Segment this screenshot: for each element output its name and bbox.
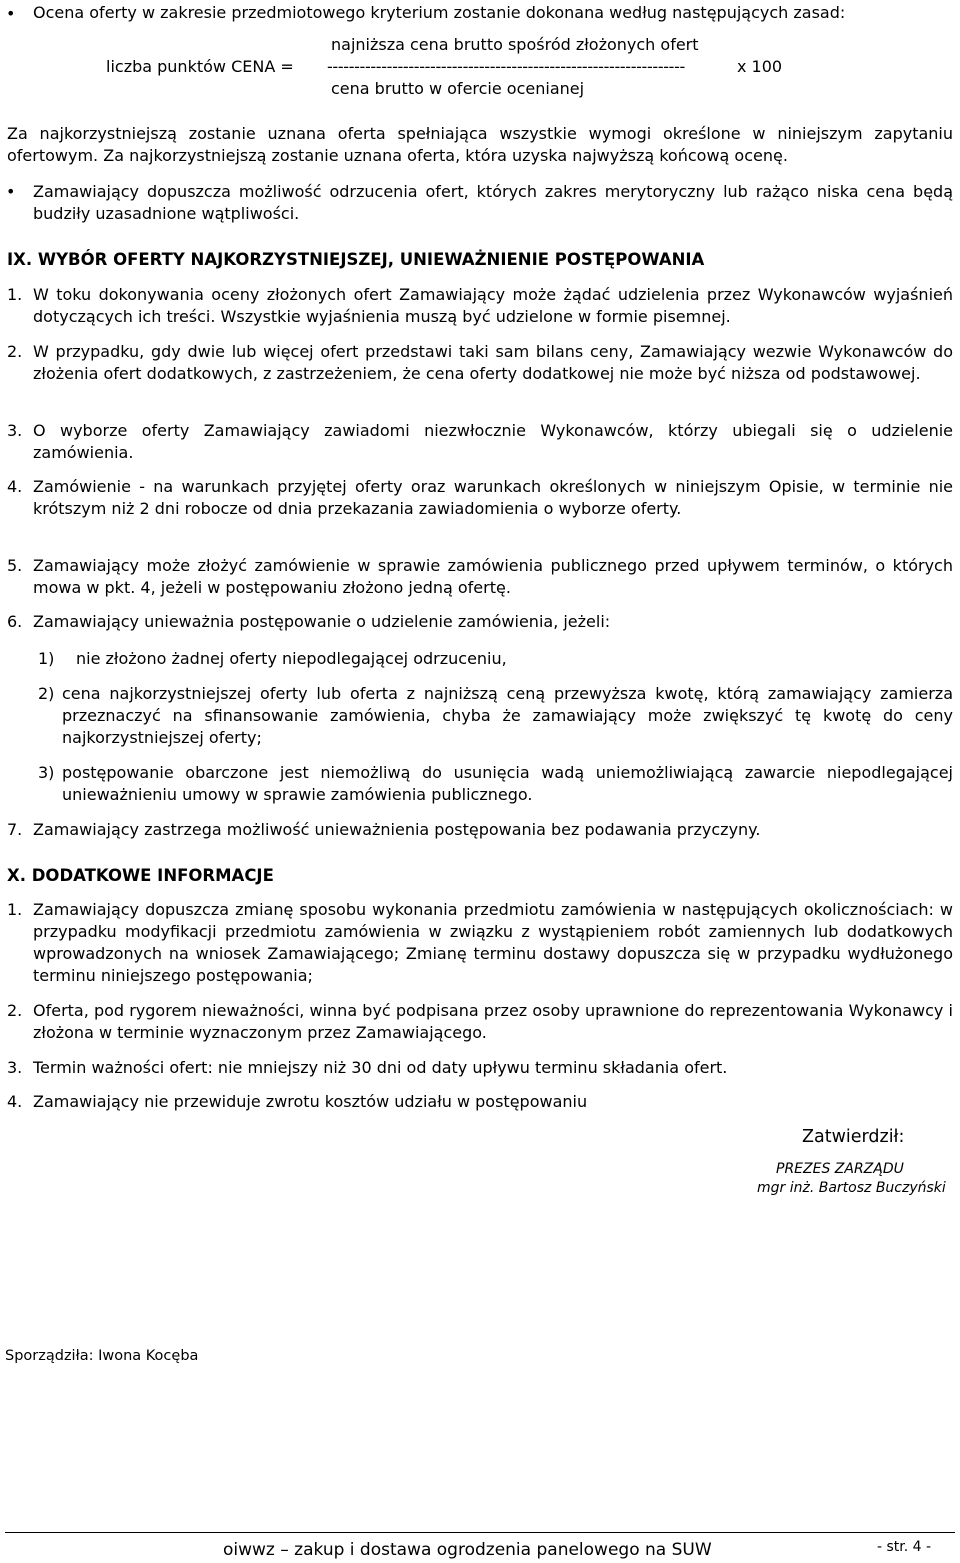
item-number: 2.	[7, 342, 23, 361]
footer-page-number: - str. 4 -	[877, 1539, 932, 1555]
intro-bullet-text: Ocena oferty w zakresie przedmiotowego kryterium zostanie dokonana według następujących zasad:	[33, 3, 846, 22]
sub-item-number: 3)	[38, 763, 55, 782]
section-ix-item-6: Zamawiający unieważnia postępowanie o udzielenie zamówienia, jeżeli:	[33, 612, 611, 631]
item-number: 3.	[7, 1058, 23, 1077]
section-ix-item-1: W toku dokonywania oceny złożonych ofert Zamawiający może żądać udzielenia przez Wykonawców wyjaśnień dotyczących ich treści. Wszystkie wyjaśnienia muszą być udzielone w formie pisemnej.	[33, 285, 953, 326]
section-ix-item-5: Zamawiający może złożyć zamówienie w sprawie zamówienia publicznego przed upływem terminów, o których mowa w pkt. 4, jeżeli w postępowaniu złożono jedną ofertę.	[33, 556, 953, 597]
sub-item-number: 1)	[38, 649, 55, 668]
section-x-heading: X. DODATKOWE INFORMACJE	[7, 866, 274, 885]
sub-item-2: cena najkorzystniejszej oferty lub oferta z najniższą ceną przewyższa kwotę, którą zamawiający zamierza przeznaczyć na sfinansowanie zamówienia, chyba że zamawiający może zwiększyć tę kwotę do ceny najkorzystniejszej oferty;	[62, 684, 953, 747]
item-number: 6.	[7, 612, 23, 631]
section-x-item-3: Termin ważności ofert: nie mniejszy niż 30 dni od daty upływu terminu składania ofert.	[33, 1058, 728, 1077]
formula-denominator: cena brutto w ofercie ocenianej	[331, 79, 585, 98]
sub-item-1: nie złożono żadnej oferty niepodlegającej odrzuceniu,	[76, 649, 507, 668]
approval-label: Zatwierdził:	[802, 1127, 905, 1147]
item-number: 2.	[7, 1001, 23, 1020]
section-ix-item-2: W przypadku, gdy dwie lub więcej ofert przedstawi taki sam bilans ceny, Zamawiający wezwie Wykonawców do złożenia ofert dodatkowych, z zastrzeżeniem, że cena oferty dodatkowej nie może być niższa od podstawowej.	[33, 342, 953, 383]
best-offer-paragraph	[7, 123, 953, 167]
section-x-item-4: Zamawiający nie przewiduje zwrotu kosztów udziału w postępowaniu	[33, 1092, 588, 1111]
formula-fraction-line: ------------------------------------------------------------------	[327, 57, 685, 76]
item-number: 3.	[7, 421, 23, 440]
best-offer-text-2: Za najkorzystniejszą zostanie uznana oferta, która uzyska najwyższą końcową ocenę.	[103, 146, 788, 165]
sub-item-3: postępowanie obarczone jest niemożliwą do usunięcia wadą uniemożliwiającą zawarcie niepodlegającej unieważnieniu umowy w sprawie zamówienia publicznego.	[62, 763, 953, 804]
formula-multiplier: x 100	[737, 57, 783, 76]
section-ix-item-3: O wyborze oferty Zamawiający zawiadomi niezwłocznie Wykonawców, którzy ubiegali się o udzielenie zamówienia.	[33, 421, 953, 462]
bullet-icon: •	[6, 182, 16, 201]
formula-numerator: najniższa cena brutto spośród złożonych ofert	[331, 35, 699, 54]
formula-label: liczba punktów CENA =	[106, 57, 294, 76]
item-number: 7.	[7, 820, 23, 839]
item-number: 4.	[7, 1092, 23, 1111]
section-ix-heading: IX. WYBÓR OFERTY NAJKORZYSTNIEJSZEJ, UNIEWAŻNIENIE POSTĘPOWANIA	[7, 250, 705, 269]
item-number: 1.	[7, 900, 23, 919]
sub-item-number: 2)	[38, 684, 55, 703]
footer-title: oiwwz – zakup i dostawa ogrodzenia panelowego na SUW	[223, 1540, 712, 1560]
best-offer-text-1: Za najkorzystniejszą zostanie uznana oferta spełniająca wszystkie wymogi określone w niniejszym zapytaniu ofertowym.	[7, 124, 953, 165]
section-x-item-2: Oferta, pod rygorem nieważności, winna być podpisana przez osoby uprawnione do reprezentowania Wykonawcy i złożona w terminie wyznaczonym przez Zamawiającego.	[33, 1001, 953, 1042]
approval-name: mgr inż. Bartosz Buczyński	[757, 1180, 946, 1196]
item-number: 1.	[7, 285, 23, 304]
section-ix-item-7: Zamawiający zastrzega możliwość unieważnienia postępowania bez podawania przyczyny.	[33, 820, 761, 839]
bullet-icon: •	[6, 4, 16, 23]
footer-divider	[5, 1532, 955, 1533]
item-number: 5.	[7, 556, 23, 575]
prepared-by: Sporządziła: Iwona Kocęba	[5, 1348, 199, 1364]
section-x-item-1: Zamawiający dopuszcza zmianę sposobu wykonania przedmiotu zamówienia w następujących okolicznościach: w przypadku modyfikacji przedmiotu zamówienia w związku z wystąpieniem robót zamiennych lub dodatkowych wprowadzonych na wniosek Zamawiającego; Zmianę terminu dostawy dopuszcza się w przypadku wydłużonego terminu niniejszego postępowania;	[33, 900, 953, 985]
item-number: 4.	[7, 477, 23, 496]
approval-position: PREZES ZARZĄDU	[776, 1161, 904, 1177]
section-ix-item-4: Zamówienie - na warunkach przyjętej oferty oraz warunkach określonych w niniejszym Opisie, w terminie nie krótszym niż 2 dni robocze od dnia przekazania zawiadomienia o wyborze oferty.	[33, 477, 953, 518]
rejection-bullet-text: Zamawiający dopuszcza możliwość odrzucenia ofert, których zakres merytoryczny lub rażąco niska cena będą budziły uzasadnione wątpliwości.	[33, 182, 953, 223]
